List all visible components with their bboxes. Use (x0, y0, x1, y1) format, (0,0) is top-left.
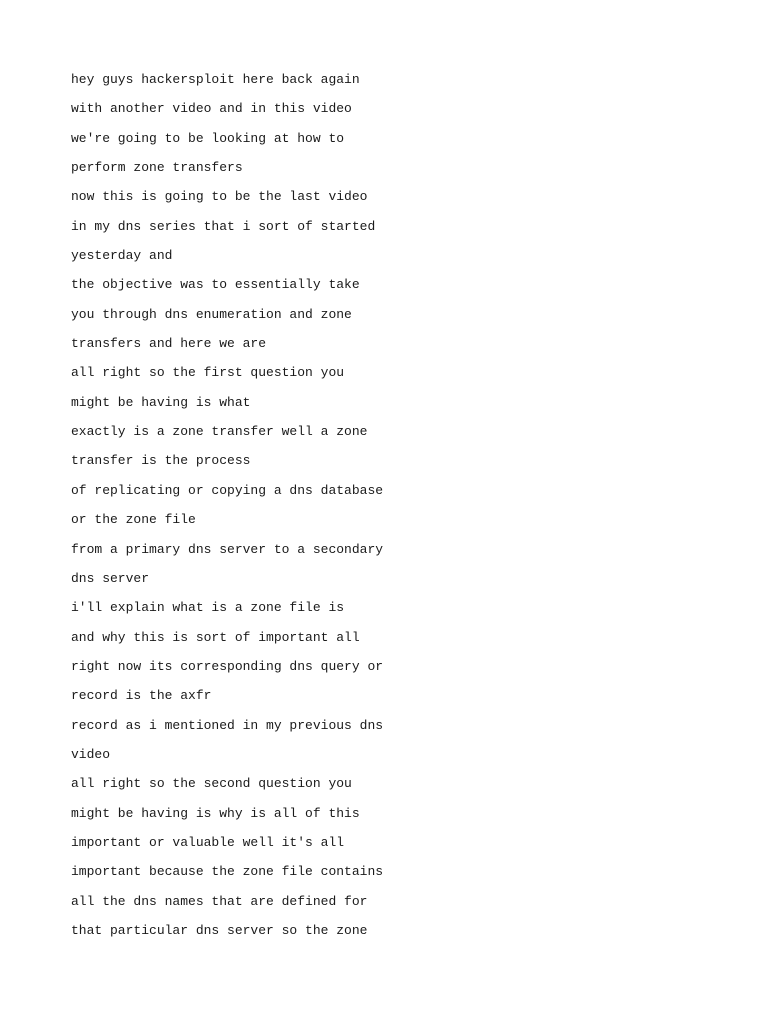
transcript-line: record as i mentioned in my previous dns (71, 717, 384, 733)
transcript-line: yesterday and (71, 248, 173, 264)
transcript-line: might be having is what (71, 394, 251, 410)
transcript-line: exactly is a zone transfer well a zone (71, 424, 368, 440)
transcript-line: of replicating or copying a dns database (71, 482, 384, 498)
transcript-line: now this is going to be the last video (71, 189, 368, 205)
transcript-line: from a primary dns server to a secondary (71, 541, 384, 557)
transcript-line: video (71, 746, 111, 762)
transcript-line: hey guys hackersploit here back again (71, 72, 360, 87)
transcript-line: i'll explain what is a zone file is (71, 600, 345, 616)
transcript-line: that particular dns server so the zone (71, 922, 368, 938)
transcript-line: we're going to be looking at how to (71, 130, 345, 146)
transcript-text (71, 69, 383, 949)
transcript-line: in my dns series that i sort of started (71, 218, 376, 234)
transcript-line: transfers and here we are (71, 336, 267, 352)
transcript-line: and why this is sort of important all (71, 629, 360, 645)
transcript-line: all the dns names that are defined for (71, 893, 368, 909)
transcript-line: important or valuable well it's all (71, 834, 345, 850)
transcript-line: important because the zone file contains (71, 864, 384, 880)
transcript-line: right now its corresponding dns query or (71, 658, 384, 674)
transcript-line: all right so the second question you (71, 776, 352, 792)
transcript-line: the objective was to essentially take (71, 277, 360, 293)
transcript-line: record is the axfr (71, 688, 212, 704)
transcript-line: or the zone file (71, 512, 196, 528)
transcript-line: you through dns enumeration and zone (71, 306, 352, 322)
transcript-line: might be having is why is all of this (71, 805, 360, 821)
transcript-line: transfer is the process (71, 453, 251, 469)
transcript-line: all right so the first question you (71, 365, 345, 381)
transcript-line: dns server (71, 570, 150, 586)
transcript-line: with another video and in this video (71, 101, 352, 117)
transcript-line: perform zone transfers (71, 160, 243, 176)
